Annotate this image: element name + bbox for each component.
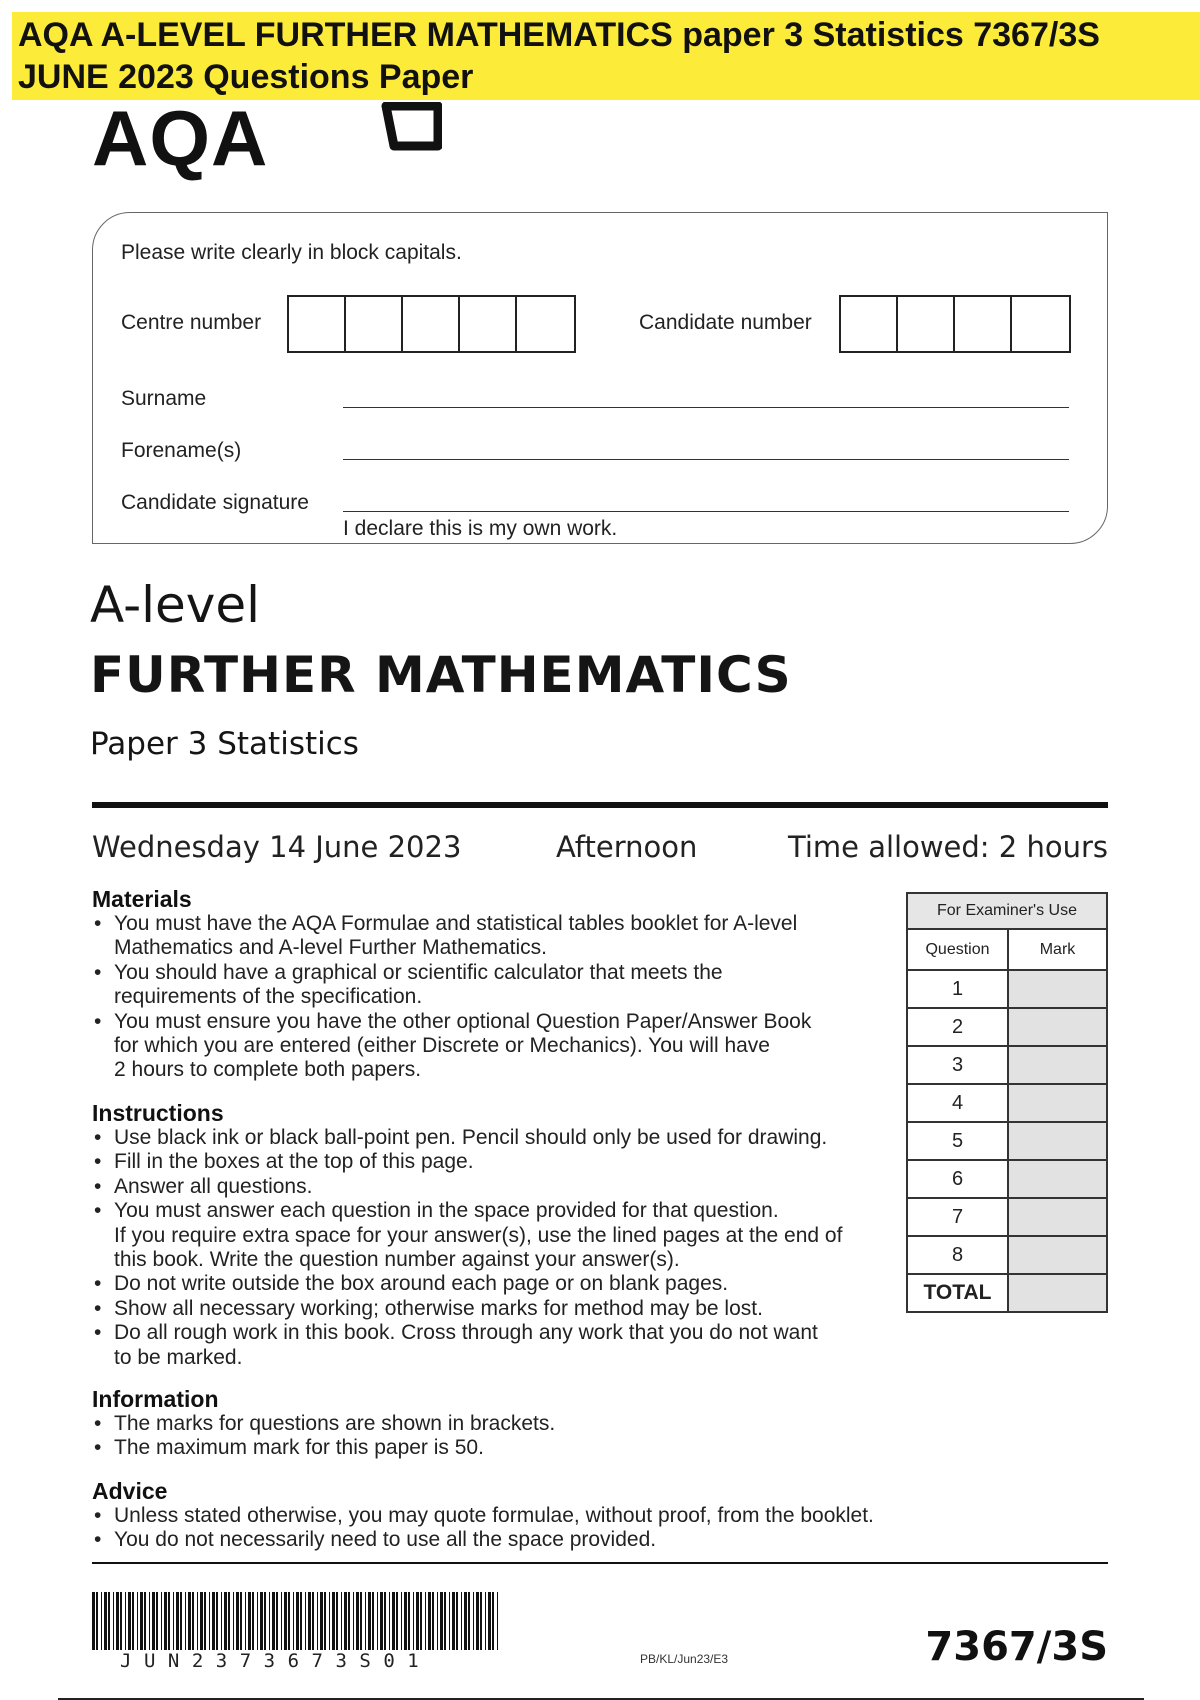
examiner-table-row [907,1122,1107,1160]
materials-item-line: You should have a graphical or scientific calculator that meets the [114,960,723,984]
question-column-header: Question [907,929,1008,970]
examiner-table-row [907,1008,1107,1046]
total-mark-cell [1008,1274,1107,1312]
surname-label: Surname [121,387,207,410]
examiner-table-total-row [907,1274,1107,1312]
information-item [92,1412,555,1436]
mark-cell [1008,970,1107,1008]
materials-item-line: You must have the AQA Formulae and statistical tables booklet for A-level [114,912,798,935]
instructions-item [92,1126,842,1150]
examiner-table-row [907,1046,1107,1084]
examiner-table-row [907,1084,1107,1122]
instructions-item [92,1150,842,1174]
mark-cell [1008,1160,1107,1198]
materials-item [92,961,811,1010]
declaration-text: I declare this is my own work. [343,517,618,540]
centre-number-digit-box[interactable] [403,297,460,351]
question-number-cell: 7 [907,1198,1008,1236]
centre-number-digit-box[interactable] [460,297,517,351]
instructions-item [92,1272,842,1296]
instructions-item-line: Use black ink or black ball-point pen. Pencil should only be used for drawing. [114,1126,828,1149]
instructions-list [92,1126,842,1370]
instructions-item-line: Answer all questions. [114,1174,313,1198]
aqa-logo-text: AQA [92,94,269,182]
centre-number-field[interactable] [287,295,576,353]
instructions-item-line: Show all necessary working; otherwise marks for method may be lost. [114,1296,763,1320]
barcode-text: JUN2373673S01 [120,1650,432,1672]
candidate-number-field[interactable] [839,295,1071,353]
information-heading: Information [92,1386,219,1412]
advice-item [92,1504,874,1528]
candidate-number-digit-box[interactable] [1012,297,1069,351]
advice-list [92,1504,874,1553]
banner-title-line-2: JUNE 2023 Questions Paper [18,58,474,96]
instructions-item [92,1175,842,1199]
examiner-use-table [906,892,1108,1313]
materials-item [92,1010,811,1083]
question-number-cell: 2 [907,1008,1008,1046]
forenames-label: Forename(s) [121,439,242,462]
information-item-line: The marks for questions are shown in brackets. [114,1412,556,1435]
instructions-item-line: this book. Write the question number against your answer(s). [114,1248,680,1272]
candidate-number-digit-box[interactable] [898,297,955,351]
section-divider [92,802,1108,808]
time-allowed: Time allowed: 2 hours [788,830,1108,864]
mark-cell [1008,1198,1107,1236]
candidate-number-digit-box[interactable] [841,297,898,351]
instructions-item-line: Do not write outside the box around each page or on blank pages. [114,1272,729,1296]
advice-heading: Advice [92,1478,168,1504]
paper-code: 7367/3S [925,1624,1108,1670]
barcode-image [92,1592,504,1650]
centre-number-digit-box[interactable] [346,297,403,351]
materials-heading: Materials [92,886,192,912]
information-item-line: The maximum mark for this paper is 50. [114,1436,484,1460]
mark-cell [1008,1046,1107,1084]
instructions-item-line: If you require extra space for your answer(s), use the lined pages at the end of [114,1223,843,1247]
examiner-table-row [907,1160,1107,1198]
materials-item-line: You must ensure you have the other optional Question Paper/Answer Book [114,1009,812,1033]
instructions-item [92,1321,842,1370]
instructions-item-line: Do all rough work in this book. Cross through any work that you do not want [114,1321,818,1345]
aqa-logo-mark-icon [376,102,442,152]
aqa-logo [92,94,269,182]
signature-field[interactable] [343,511,1069,512]
instructions-item [92,1297,842,1321]
advice-item [92,1528,874,1552]
examiner-table-row [907,1198,1107,1236]
materials-item [92,912,811,961]
advice-item-line: Unless stated otherwise, you may quote formulae, without proof, from the booklet. [114,1504,874,1527]
question-number-cell: 8 [907,1236,1008,1274]
candidate-number-label: Candidate number [639,311,812,334]
examiner-table-row [907,970,1107,1008]
examiner-use-header: For Examiner's Use [907,893,1107,929]
surname-field[interactable] [343,407,1069,408]
mark-cell [1008,1122,1107,1160]
candidate-details-box [92,212,1108,544]
materials-item-line: Mathematics and A-level Further Mathematics. [114,936,548,960]
exam-session: Afternoon [556,830,698,864]
subject-title: FURTHER MATHEMATICS [90,646,792,704]
materials-list [92,912,811,1083]
block-capitals-instruction: Please write clearly in block capitals. [121,241,462,264]
question-number-cell: 3 [907,1046,1008,1084]
instructions-item-line: You must answer each question in the space provided for that question. [114,1199,779,1223]
centre-number-digit-box[interactable] [517,297,574,351]
mark-column-header: Mark [1008,929,1107,970]
document-title-banner [12,12,1200,100]
footer-divider [92,1562,1108,1564]
instructions-item-line: to be marked. [114,1345,243,1369]
question-number-cell: 4 [907,1084,1008,1122]
examiner-table-row [907,1236,1107,1274]
mark-cell [1008,1084,1107,1122]
centre-number-label: Centre number [121,311,262,334]
materials-item-line: 2 hours to complete both papers. [114,1058,422,1082]
total-label-cell: TOTAL [907,1274,1008,1312]
instructions-item [92,1199,842,1272]
question-number-cell: 6 [907,1160,1008,1198]
candidate-number-digit-box[interactable] [955,297,1012,351]
exam-date: Wednesday 14 June 2023 [92,830,462,864]
instructions-heading: Instructions [92,1100,224,1126]
advice-item-line: You do not necessarily need to use all the space provided. [114,1528,657,1552]
forenames-field[interactable] [343,459,1069,460]
instructions-item-line: Fill in the boxes at the top of this page. [114,1150,474,1174]
qualification-level: A-level [90,576,261,634]
question-number-cell: 5 [907,1122,1008,1160]
centre-number-digit-box[interactable] [289,297,346,351]
materials-item-line: requirements of the specification. [114,985,423,1009]
paper-title: Paper 3 Statistics [90,726,359,762]
mark-cell [1008,1236,1107,1274]
signature-label: Candidate signature [121,491,309,514]
materials-item-line: for which you are entered (either Discrete or Mechanics). You will have [114,1034,770,1058]
banner-title-line-1: AQA A-LEVEL FURTHER MATHEMATICS paper 3 Statistics 7367/3S [18,16,1100,54]
information-item [92,1436,555,1460]
question-number-cell: 1 [907,970,1008,1008]
mark-cell [1008,1008,1107,1046]
information-list [92,1412,555,1461]
paper-reference: PB/KL/Jun23/E3 [640,1652,729,1666]
